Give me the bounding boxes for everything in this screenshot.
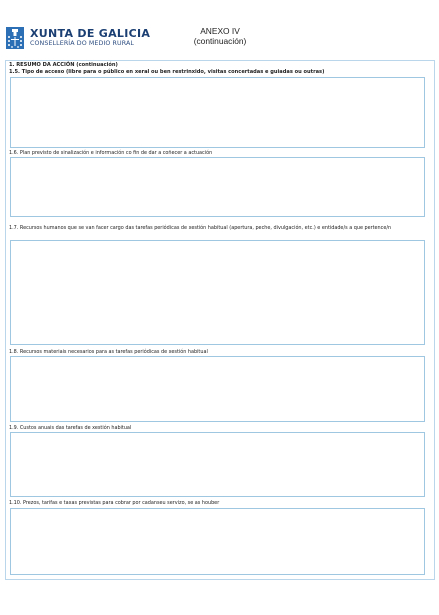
section-title [9,62,118,68]
document-header [0,0,439,56]
section-title-text: 1. RESUMO DA ACCIÓN [9,62,75,68]
question-label-1-6: 1.6. Plan previsto de sinalización e información co fin de dar a coñecer a actuación [9,150,213,156]
annex-heading [170,26,270,46]
question-label-1-9: 1.9. Custos anuais das tarefas de xestión habitual [9,425,132,431]
question-label-1-8: 1.8. Recursos materiais necesarios para as tarefas periódicas de xestión habitual [9,349,208,355]
question-label-1-5: 1.5. Tipo de acceso (libre para o público en xeral ou ben restrinxido, visitas concertadas e guiadas ou outras) [9,69,325,75]
answer-field-1-5[interactable] [10,77,425,148]
annex-title: ANEXO IV [200,26,240,36]
question-label-1-10: 1.10. Prezos, tarifas e taxas previstas para cobrar por cadanseu servizo, se as houber [9,500,220,506]
section-title-suffix: (continuación) [76,62,118,68]
answer-field-1-10[interactable] [10,508,425,575]
galicia-coat-of-arms-icon [6,27,24,49]
department-name: CONSELLERÍA DO MEDIO RURAL [30,40,134,47]
answer-field-1-8[interactable] [10,356,425,422]
answer-field-1-6[interactable] [10,157,425,217]
annex-subtitle: (continuación) [193,36,247,46]
question-label-1-7: 1.7. Recursos humanos que se van facer cargo das tarefas periódicas de xestión habitual (apertura, peche, divulgación, etc.) e entidade/s a que pertence/n [9,225,392,231]
answer-field-1-9[interactable] [10,432,425,497]
org-name: XUNTA DE GALICIA [30,27,151,40]
answer-field-1-7[interactable] [10,240,425,345]
